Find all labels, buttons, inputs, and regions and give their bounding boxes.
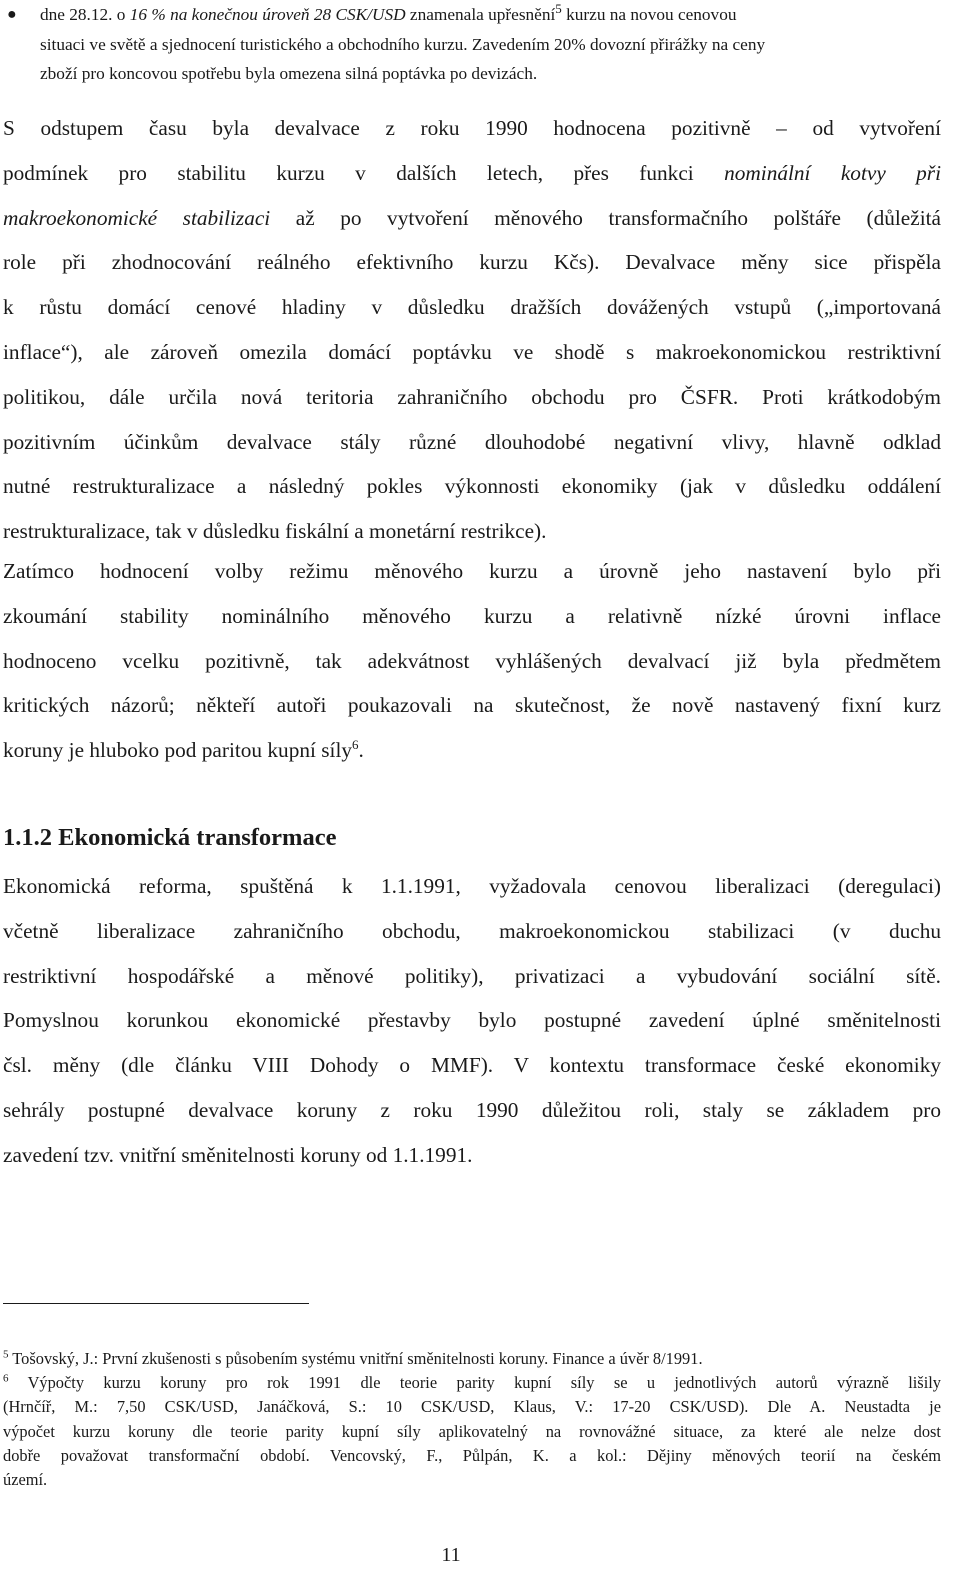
bullet-line-2: situaci ve světě a sjednocení turistického a obchodního kurzu. Zavedením 20% dovozní přirážky na ceny (40, 34, 766, 54)
paragraph-exchange-regime-evaluation (3, 549, 941, 773)
footnote-6-line: dobře považovat transformační období. Vencovský, F., Půlpán, K. a kol.: Dějiny měnových teorií na českém (3, 1445, 941, 1465)
text-line: restrukturalizace, tak v důsledku fiskální a monetární restrikce). (3, 519, 547, 544)
text-line: Pomyslnou korunkou ekonomické přestavby bylo postupné zavedení úplné směnitelnosti (3, 1008, 941, 1033)
footnote-ref-6: 6 (352, 737, 359, 753)
bullet-icon: ● (7, 6, 17, 23)
paragraph-economic-transformation (3, 864, 941, 1178)
text-line: podmínek pro stabilitu kurzu v dalších letech, přes funkci nominální kotvy při (3, 160, 941, 185)
text-line: makroekonomické stabilizaci až po vytvoření měnového transformačního polštáře (důležitá (3, 205, 941, 230)
text-line: politikou, dále určila nová teritoria zahraničního obchodu pro ČSFR. Proti krátkodobým (3, 384, 941, 409)
text-line: pozitivním účinkům devalvace stály různé dlouhodobé negativní vlivy, hlavně odklad (3, 429, 941, 454)
footnote-number: 5 (3, 1348, 9, 1361)
text-line: role při zhodnocování reálného efektivního kurzu Kčs). Devalvace měny sice přispěla (3, 250, 941, 275)
footnotes (3, 1347, 941, 1492)
text-line: restriktivní hospodářské a měnové politiky), privatizaci a vybudování sociální sítě. (3, 963, 941, 988)
footnote-separator (3, 1303, 309, 1304)
text-line: koruny je hluboko pod paritou kupní síly$^6$. (3, 737, 364, 763)
text-line: kritických názorů; někteří autoři poukazovali na skutečnost, že nově nastavený fixní kurz (3, 693, 941, 718)
bullet-paragraph (40, 0, 942, 89)
paragraph-devaluation-assessment (3, 106, 941, 554)
text-line: včetně liberalizace zahraničního obchodu, makroekonomickou stabilizaci (v duchu (3, 918, 941, 943)
page-number: 11 (441, 1544, 461, 1566)
bullet-line-3: zboží pro koncovou spotřebu byla omezena silná poptávka po devizách. (40, 64, 538, 83)
footnote-number: 6 (3, 1372, 9, 1385)
text-line: S odstupem času byla devalvace z roku 1990 hodnocena pozitivně – od vytvoření (3, 116, 941, 140)
text-line: k růstu domácí cenové hladiny v důsledku dražších dovážených vstupů („importovaná (3, 295, 941, 320)
text-line: Ekonomická reforma, spuštěná k 1.1.1991, vyžadovala cenovou liberalizaci (deregulaci) (3, 874, 941, 898)
footnote-5-line: $^5$ Tošovský, J.: První zkušenosti s působením systému vnitřní směnitelnosti koruny. Finance a úvěr 8/1991. (3, 1348, 703, 1368)
text-line: čsl. měny (dle článku VIII Dohody o MMF). V kontextu transformace české ekonomiky (3, 1053, 941, 1078)
footnote-6-line: (Hrnčíř, M.: 7,50 CSK/USD, Janáčková, S.: 10 CSK/USD, Klaus, V.: 17-20 CSK/USD). Dle A. Neustadta je (3, 1397, 941, 1417)
bullet-line-1: dne 28.12. o 16 % na konečnou úroveň 28 CSK/USD znamenala upřesnění$^5$ kurzu na novou cenovou (40, 1, 737, 24)
text-line: nutné restrukturalizace a následný pokles výkonnosti ekonomiky (jak v důsledku oddálení (3, 474, 941, 499)
text-line: Zatímco hodnocení volby režimu měnového kurzu a úrovně jeho nastavení bylo při (3, 559, 941, 583)
footnote-6-line: výpočet kurzu koruny dle teorie parity kupní síly aplikovatelný na rovnovážné situace, za které ale nelze dost (3, 1421, 941, 1441)
text-line: sehrály postupné devalvace koruny z roku 1990 důležitou roli, staly se základem pro (3, 1097, 941, 1122)
section-heading: 1.1.2 Ekonomická transformace (3, 824, 337, 851)
text-line: zavedení tzv. vnitřní směnitelnosti koruny od 1.1.1991. (3, 1142, 473, 1167)
footnote-6-line: území. (3, 1469, 48, 1489)
text-line: inflace“), ale zároveň omezila domácí poptávku ve shodě s makroekonomickou restriktivní (3, 339, 941, 364)
footnote-6-line: $^6$ Výpočty kurzu koruny pro rok 1991 dle teorie parity kupní síly se u jednotlivých autorů výrazně lišily (3, 1372, 941, 1393)
text-line: hodnoceno vcelku pozitivně, tak adekvátnost vyhlášených devalvací již byla předmětem (3, 648, 941, 673)
footnote-ref-5: 5 (555, 1, 562, 17)
text-line: zkoumání stability nominálního měnového kurzu a relativně nízké úrovni inflace (3, 603, 941, 628)
